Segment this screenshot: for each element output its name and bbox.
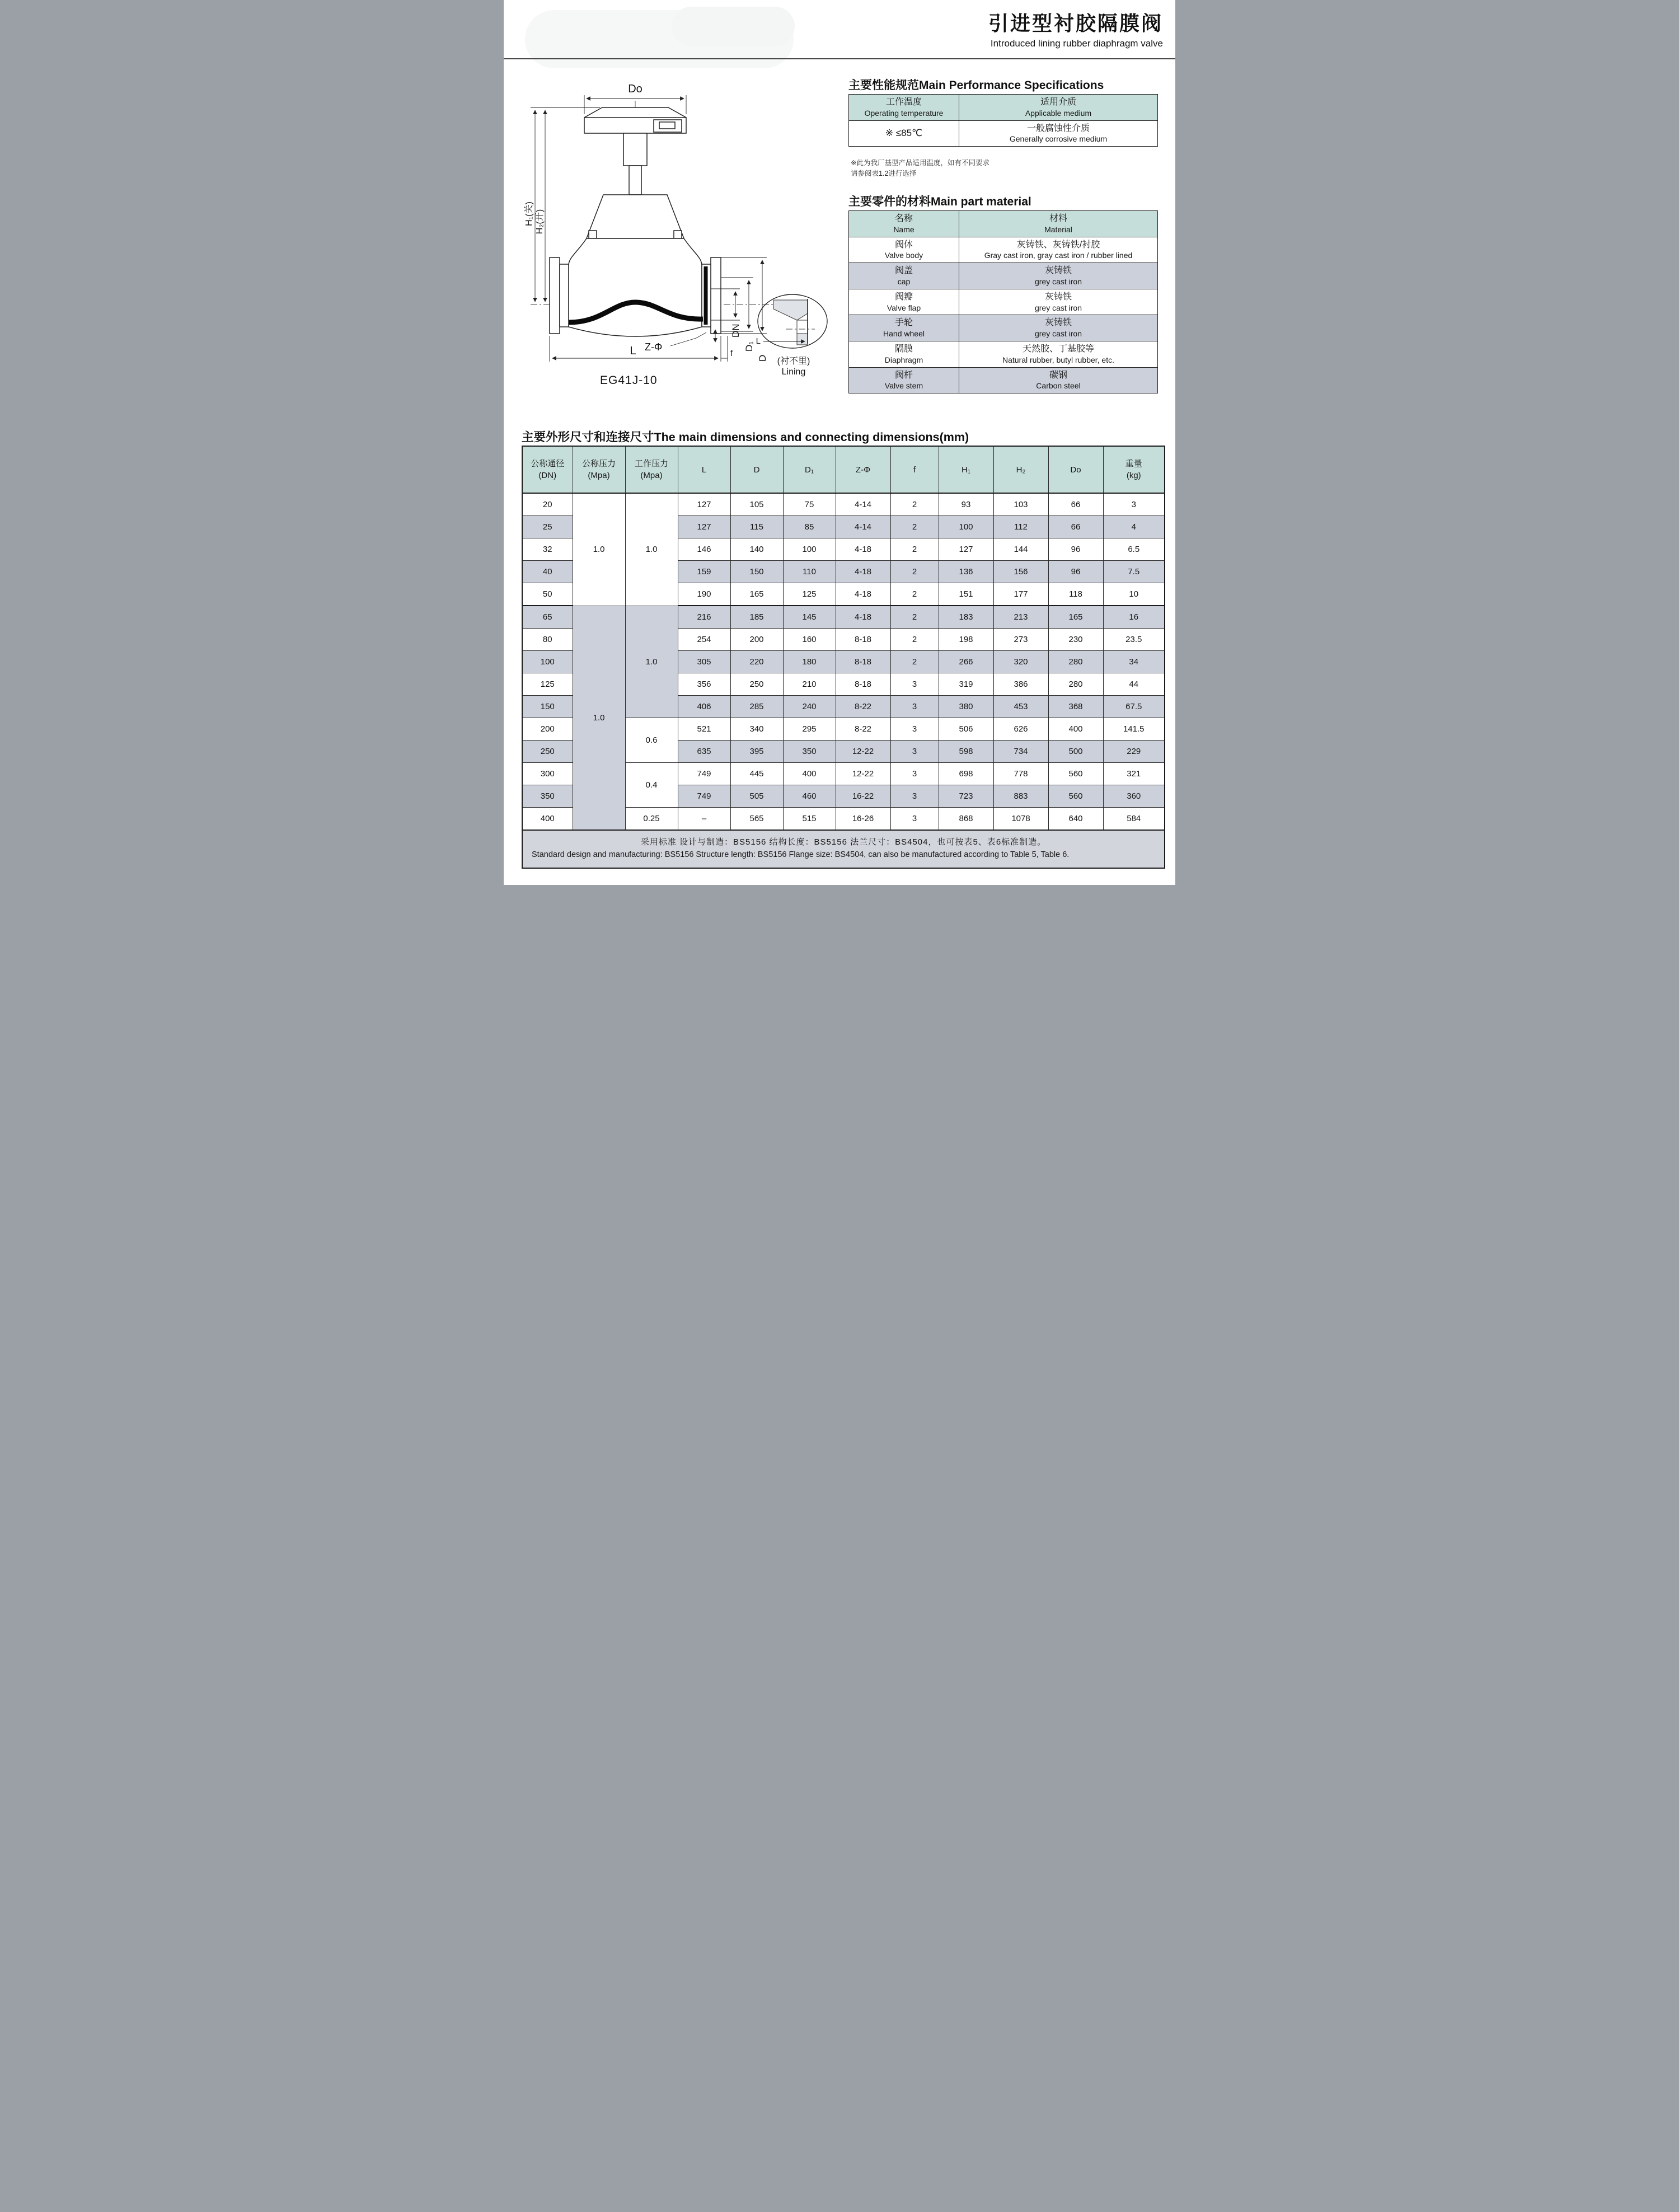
header-line1: 工作压力 (634, 459, 668, 468)
part-name-cell (849, 367, 959, 393)
part-material-en: Natural rubber, butyl rubber, etc. (1002, 355, 1114, 364)
part-name-en: Valve flap (887, 303, 921, 312)
working-pressure-cell: 0.4 (625, 763, 678, 808)
dimension-value-cell: – (678, 808, 730, 831)
spec-heading: 主要性能规范Main Performance Specifications (848, 79, 1104, 92)
dimension-value-cell: 183 (939, 606, 993, 629)
spec-temperature-value (849, 120, 959, 147)
dimension-value-cell: 6.5 (1103, 538, 1165, 561)
material-header-row (849, 211, 1158, 237)
dimension-value-cell: 273 (993, 629, 1048, 651)
dimensions-column-header (678, 446, 730, 493)
dimension-value-cell: 3 (890, 785, 939, 808)
dimension-value-cell: 515 (783, 808, 836, 831)
dn-cell: 20 (522, 493, 573, 516)
standards-footer-row (522, 830, 1165, 868)
faded-watermark (672, 7, 795, 46)
dimension-value-cell: 565 (730, 808, 783, 831)
part-material-cell (959, 289, 1158, 315)
page-subtitle: Introduced lining rubber diaphragm valve (990, 38, 1163, 49)
dimension-value-cell: 778 (993, 763, 1048, 785)
dimension-value-cell: 368 (1048, 696, 1103, 718)
spec-medium-value (959, 120, 1158, 147)
part-material-en: grey cast iron (1034, 303, 1082, 312)
dimension-value-cell: 190 (678, 583, 730, 606)
part-material-cn: 灰铸铁、灰铸铁/衬胶 (1016, 240, 1100, 250)
dimension-value-cell: 2 (890, 561, 939, 583)
dn-cell: 200 (522, 718, 573, 741)
dimension-value-cell: 16-26 (836, 808, 890, 831)
dimension-value-cell: 8-22 (836, 718, 890, 741)
header-line1: f (913, 465, 916, 475)
material-col2-cn: 材料 (1049, 214, 1067, 223)
part-material-en: Carbon steel (1036, 381, 1081, 391)
part-material-cn: 碳钢 (1049, 370, 1067, 380)
dimension-value-cell: 165 (730, 583, 783, 606)
nominal-pressure-cell: 1.0 (573, 606, 625, 830)
dimension-value-cell: 340 (730, 718, 783, 741)
dimension-value-cell: 151 (939, 583, 993, 606)
dimension-value-cell: 144 (993, 538, 1048, 561)
dimension-value-cell: 500 (1048, 741, 1103, 763)
header-line1: L (701, 465, 707, 475)
dimension-value-cell: 110 (783, 561, 836, 583)
dimension-value-cell: 698 (939, 763, 993, 785)
part-name-en: Valve body (884, 251, 923, 260)
material-row (849, 367, 1158, 393)
dimension-value-cell: 93 (939, 493, 993, 516)
dn-cell: 150 (522, 696, 573, 718)
dimension-value-cell: 220 (730, 651, 783, 673)
dimension-value-cell: 868 (939, 808, 993, 831)
dimension-value-cell: 560 (1048, 785, 1103, 808)
header-line1: 重量 (1125, 459, 1142, 468)
dimensions-column-header (522, 446, 573, 493)
dimension-value-cell: 380 (939, 696, 993, 718)
dimension-value-cell: 4-18 (836, 538, 890, 561)
dimension-value-cell: 96 (1048, 561, 1103, 583)
dimension-value-cell: 1078 (993, 808, 1048, 831)
dimension-value-cell: 3 (890, 718, 939, 741)
part-name-en: cap (897, 276, 911, 286)
header-line1: Do (1070, 465, 1081, 475)
dimension-value-cell: 319 (939, 673, 993, 696)
dimension-value-cell: 177 (993, 583, 1048, 606)
dim-label-z-phi: Z-Φ (645, 341, 663, 353)
spec-col1-cn: 工作温度 (885, 97, 922, 107)
spec-col2-cn: 适用介质 (1040, 97, 1076, 107)
header-line1: 公称压力 (581, 459, 616, 468)
dimensions-column-header (625, 446, 678, 493)
dn-cell: 350 (522, 785, 573, 808)
part-name-cell (849, 237, 959, 263)
dimension-value-cell: 96 (1048, 538, 1103, 561)
dimension-value-cell: 85 (783, 516, 836, 538)
dn-cell: 40 (522, 561, 573, 583)
material-col1-en: Name (893, 224, 914, 234)
dimension-value-cell: 159 (678, 561, 730, 583)
dimension-value-cell: 626 (993, 718, 1048, 741)
working-pressure-cell: 1.0 (625, 606, 678, 718)
dimension-value-cell: 400 (1048, 718, 1103, 741)
dimensions-column-header (783, 446, 836, 493)
part-material-cn: 灰铸铁 (1044, 266, 1072, 276)
dimension-value-cell: 453 (993, 696, 1048, 718)
dimension-value-cell: 229 (1103, 741, 1165, 763)
dimension-value-cell: 145 (783, 606, 836, 629)
dimension-value-cell: 320 (993, 651, 1048, 673)
working-pressure-cell: 0.6 (625, 718, 678, 763)
part-material-cn: 天然胶、丁基胶等 (1022, 344, 1094, 354)
material-row (849, 263, 1158, 289)
dimensions-column-header (993, 446, 1048, 493)
header-line1: D (753, 465, 760, 475)
dim-label-h1: H₁(关) (524, 201, 534, 226)
dimension-value-cell: 280 (1048, 673, 1103, 696)
material-col2-en: Material (1044, 224, 1072, 234)
dimension-value-cell: 156 (993, 561, 1048, 583)
dimensions-header-row (522, 446, 1165, 493)
dimension-value-cell: 10 (1103, 583, 1165, 606)
header-line1: H₂ (1016, 465, 1026, 475)
right-flange (711, 257, 721, 334)
dimension-value-cell: 146 (678, 538, 730, 561)
dimension-value-cell: 3 (1103, 493, 1165, 516)
part-name-cn: 阀杆 (894, 370, 913, 380)
dimension-value-cell: 4-14 (836, 493, 890, 516)
dn-cell: 65 (522, 606, 573, 629)
dimension-value-cell: 44 (1103, 673, 1165, 696)
dimension-value-cell: 4-18 (836, 561, 890, 583)
dn-cell: 100 (522, 651, 573, 673)
header-line1: 公称通径 (531, 459, 565, 468)
header-divider (504, 58, 1175, 59)
spec-table (848, 94, 1158, 147)
part-material-cell (959, 237, 1158, 263)
lining-detail (756, 294, 827, 377)
dimension-value-cell: 350 (783, 741, 836, 763)
dimension-value-cell: 66 (1048, 516, 1103, 538)
spec-footnote (851, 158, 989, 180)
dimension-value-cell: 305 (678, 651, 730, 673)
dimension-value-cell: 400 (783, 763, 836, 785)
dimension-value-cell: 406 (678, 696, 730, 718)
dimensions-column-header (1103, 446, 1165, 493)
medium-value-cn: 一般腐蚀性介质 (1026, 123, 1090, 133)
dimension-value-cell: 4-18 (836, 583, 890, 606)
dimension-value-cell: 460 (783, 785, 836, 808)
spec-col-medium (959, 95, 1158, 121)
dimension-value-cell: 734 (993, 741, 1048, 763)
working-pressure-cell: 1.0 (625, 493, 678, 606)
dimension-value-cell: 160 (783, 629, 836, 651)
standards-note-en: Standard design and manufacturing: BS5156 Structure length: BS5156 Flange size: BS4504, can also be manufactured according to Table 5, Table 6. (532, 850, 1070, 859)
part-material-cn: 灰铸铁 (1044, 292, 1072, 302)
dimension-value-cell: 635 (678, 741, 730, 763)
dimensions-row (522, 493, 1165, 516)
dimension-value-cell: 8-18 (836, 651, 890, 673)
dimensions-heading: 主要外形尺寸和连接尺寸The main dimensions and connecting dimensions(mm) (522, 430, 969, 444)
dimension-value-cell: 16 (1103, 606, 1165, 629)
dimension-value-cell: 118 (1048, 583, 1103, 606)
valve-bonnet (587, 195, 684, 238)
header-line2: (Mpa) (588, 471, 610, 480)
dimension-value-cell: 3 (890, 808, 939, 831)
dimension-value-cell: 749 (678, 763, 730, 785)
part-name-cn: 阀体 (894, 240, 913, 250)
part-material-cell (959, 341, 1158, 367)
part-name-en: Valve stem (884, 381, 923, 391)
detail-dim-label-l: L (756, 336, 761, 346)
dn-cell: 125 (522, 673, 573, 696)
page-header (988, 8, 1163, 49)
part-name-cn: 手轮 (894, 318, 913, 328)
working-pressure-cell: 0.25 (625, 808, 678, 831)
dimension-value-cell: 505 (730, 785, 783, 808)
dimension-value-cell: 723 (939, 785, 993, 808)
dim-label-do: Do (628, 83, 642, 95)
dimension-value-cell: 2 (890, 493, 939, 516)
dimension-value-cell: 180 (783, 651, 836, 673)
material-row (849, 315, 1158, 341)
part-name-cell (849, 289, 959, 315)
material-col-name (849, 211, 959, 237)
part-material-cell (959, 367, 1158, 393)
datasheet-page (504, 0, 1175, 885)
dimension-value-cell: 285 (730, 696, 783, 718)
part-name-cell (849, 341, 959, 367)
standards-footer-cell (522, 830, 1165, 868)
dimension-value-cell: 883 (993, 785, 1048, 808)
material-table (848, 210, 1158, 393)
dimension-value-cell: 280 (1048, 651, 1103, 673)
dimension-value-cell: 560 (1048, 763, 1103, 785)
dimension-value-cell: 584 (1103, 808, 1165, 831)
lining-caption-en: Lining (781, 367, 806, 377)
dimension-value-cell: 240 (783, 696, 836, 718)
dim-label-dn: DN (730, 324, 741, 338)
dimension-value-cell: 3 (890, 763, 939, 785)
dimension-value-cell: 136 (939, 561, 993, 583)
dimension-value-cell: 210 (783, 673, 836, 696)
valve-drawing (518, 81, 843, 397)
dimension-value-cell: 2 (890, 629, 939, 651)
dimension-value-cell: 127 (939, 538, 993, 561)
dimension-value-cell: 185 (730, 606, 783, 629)
dimension-value-cell: 395 (730, 741, 783, 763)
page-title: 引进型衬胶隔膜阀 (988, 12, 1163, 35)
dimension-value-cell: 23.5 (1103, 629, 1165, 651)
part-name-cn: 隔膜 (894, 344, 913, 354)
dimension-value-cell: 445 (730, 763, 783, 785)
dimensions-column-header (890, 446, 939, 493)
material-row (849, 237, 1158, 263)
dimension-value-cell: 16-22 (836, 785, 890, 808)
dimension-value-cell: 3 (890, 696, 939, 718)
dimension-value-cell: 521 (678, 718, 730, 741)
dimensions-column-header (836, 446, 890, 493)
part-material-cell (959, 263, 1158, 289)
dim-label-d: D (757, 354, 768, 362)
dimensions-column-header (1048, 446, 1103, 493)
dimension-value-cell: 254 (678, 629, 730, 651)
part-name-cn: 阀盖 (894, 266, 913, 276)
dimension-value-cell: 4-18 (836, 606, 890, 629)
part-name-cn: 阀瓣 (894, 292, 913, 302)
spec-col2-en: Applicable medium (1025, 108, 1092, 118)
dimension-value-cell: 140 (730, 538, 783, 561)
header-line2: (DN) (538, 471, 557, 480)
spec-col1-en: Operating temperature (864, 108, 944, 118)
dn-cell: 50 (522, 583, 573, 606)
dimension-value-cell: 2 (890, 606, 939, 629)
dimension-value-cell: 127 (678, 516, 730, 538)
dimension-value-cell: 360 (1103, 785, 1165, 808)
dimension-value-cell: 115 (730, 516, 783, 538)
dimension-value-cell: 100 (939, 516, 993, 538)
dimension-value-cell: 640 (1048, 808, 1103, 831)
nominal-pressure-cell: 1.0 (573, 493, 625, 606)
lining-caption-cn: (衬不里) (777, 357, 810, 366)
dimension-value-cell: 2 (890, 583, 939, 606)
part-material-en: Gray cast iron, gray cast iron / rubber lined (984, 251, 1133, 260)
dn-cell: 25 (522, 516, 573, 538)
material-row (849, 289, 1158, 315)
dimension-value-cell: 3 (890, 673, 939, 696)
dimensions-column-header (573, 446, 625, 493)
dimension-value-cell: 3 (890, 741, 939, 763)
header-line1: D₁ (805, 465, 814, 475)
part-material-cell (959, 315, 1158, 341)
dim-label-h2: H₂(开) (535, 209, 545, 235)
model-label: EG41J-10 (600, 374, 658, 387)
dimension-value-cell: 141.5 (1103, 718, 1165, 741)
material-col-material (959, 211, 1158, 237)
dimension-value-cell: 34 (1103, 651, 1165, 673)
spec-header-row (849, 95, 1158, 121)
dimension-value-cell: 67.5 (1103, 696, 1165, 718)
dimension-value-cell: 216 (678, 606, 730, 629)
spec-value-row (849, 120, 1158, 147)
dim-label-f: f (730, 349, 733, 358)
dimension-value-cell: 8-22 (836, 696, 890, 718)
dimension-value-cell: 386 (993, 673, 1048, 696)
part-material-en: grey cast iron (1034, 329, 1082, 339)
dimension-value-cell: 125 (783, 583, 836, 606)
dimension-value-cell: 4 (1103, 516, 1165, 538)
part-material-en: grey cast iron (1034, 276, 1082, 286)
dimension-value-cell: 198 (939, 629, 993, 651)
dn-cell: 400 (522, 808, 573, 831)
valve-stem (623, 133, 647, 166)
dimensions-table (522, 446, 1165, 869)
material-heading: 主要零件的材料Main part material (848, 195, 1031, 208)
part-name-cell (849, 263, 959, 289)
header-line2: (Mpa) (640, 471, 663, 480)
medium-value-en: Generally corrosive medium (1009, 134, 1108, 144)
dimension-value-cell: 200 (730, 629, 783, 651)
dim-label-d1: D₁ (744, 341, 754, 352)
part-name-en: Hand wheel (883, 329, 925, 339)
dn-cell: 32 (522, 538, 573, 561)
dimension-value-cell: 2 (890, 516, 939, 538)
header-line2: (kg) (1126, 471, 1141, 480)
dimension-value-cell: 66 (1048, 493, 1103, 516)
dimensions-column-header (730, 446, 783, 493)
dimension-value-cell: 150 (730, 561, 783, 583)
dimension-value-cell: 8-18 (836, 673, 890, 696)
dimension-value-cell: 230 (1048, 629, 1103, 651)
dimension-value-cell: 7.5 (1103, 561, 1165, 583)
dimension-value-cell: 12-22 (836, 741, 890, 763)
dimension-value-cell: 356 (678, 673, 730, 696)
spec-footnote-line1: ※此为我厂基型产品适用温度，如有不同要求 (851, 159, 989, 167)
dimensions-row (522, 606, 1165, 629)
header-line1: Z-Φ (855, 465, 871, 475)
dimension-value-cell: 266 (939, 651, 993, 673)
dimension-value-cell: 2 (890, 538, 939, 561)
dimension-value-cell: 103 (993, 493, 1048, 516)
dimension-value-cell: 2 (890, 651, 939, 673)
dimension-value-cell: 506 (939, 718, 993, 741)
dimension-value-cell: 598 (939, 741, 993, 763)
dimension-value-cell: 8-18 (836, 629, 890, 651)
dimension-value-cell: 749 (678, 785, 730, 808)
dimension-value-cell: 100 (783, 538, 836, 561)
dimension-value-cell: 250 (730, 673, 783, 696)
dimension-value-cell: 321 (1103, 763, 1165, 785)
dn-cell: 300 (522, 763, 573, 785)
part-name-en: Diaphragm (884, 355, 923, 364)
dn-cell: 250 (522, 741, 573, 763)
dimensions-column-header (939, 446, 993, 493)
spec-footnote-line2: 请参阅表1.2进行选择 (851, 170, 917, 178)
dimension-value-cell: 295 (783, 718, 836, 741)
material-row (849, 341, 1158, 367)
dimension-value-cell: 12-22 (836, 763, 890, 785)
dimension-value-cell: 165 (1048, 606, 1103, 629)
material-col1-cn: 名称 (894, 214, 913, 223)
part-name-cell (849, 315, 959, 341)
dimension-value-cell: 75 (783, 493, 836, 516)
part-material-cn: 灰铸铁 (1044, 318, 1072, 328)
left-flange (550, 257, 560, 334)
header-line1: H₁ (962, 465, 970, 475)
dimension-value-cell: 127 (678, 493, 730, 516)
dimension-value-cell: 213 (993, 606, 1048, 629)
temperature-value: ※ ≤85℃ (885, 128, 923, 139)
spec-col-temperature (849, 95, 959, 121)
dn-cell: 80 (522, 629, 573, 651)
dimension-value-cell: 105 (730, 493, 783, 516)
dimension-value-cell: 112 (993, 516, 1048, 538)
dimension-value-cell: 4-14 (836, 516, 890, 538)
standards-note-cn: 采用标准 设计与制造：BS5156 结构长度：BS5156 法兰尺寸：BS4504，也可按表5、表6标准制造。 (640, 837, 1047, 847)
dim-label-l: L (630, 345, 636, 357)
